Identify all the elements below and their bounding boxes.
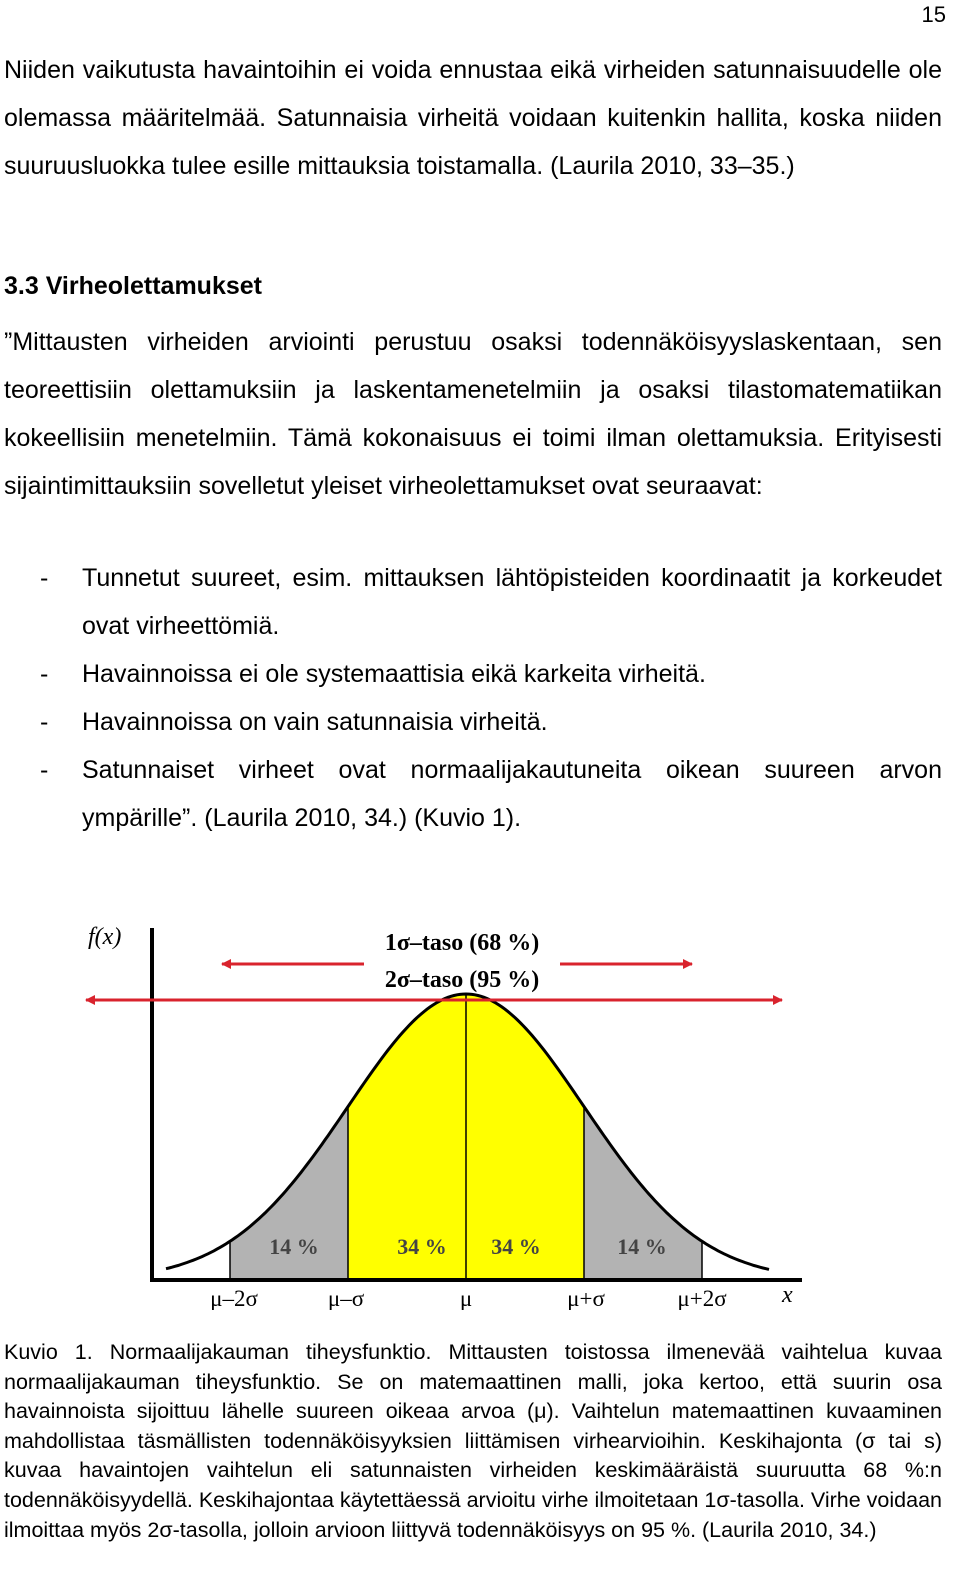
caption-label: Kuvio 1. Normaalijakauman tiheysfunktio. xyxy=(4,1340,432,1364)
page-number: 15 xyxy=(921,2,946,27)
normal-distribution-figure xyxy=(82,910,802,1310)
area-label-left-center: 34 % xyxy=(397,1234,447,1259)
list-item-text: Satunnaiset virheet ovat normaalijakautuneita oikean suureen arvon ympärille”. (Laurila 2010, 34.) (Kuvio 1). xyxy=(82,756,942,832)
tick-label-mu: μ xyxy=(459,1286,473,1310)
list-item xyxy=(0,746,942,842)
paragraph-intro: Niiden vaikutusta havaintoihin ei voida ennustaa eikä virheiden satunnaisuudelle ole olemassa määritelmää. Satunnaisia virheitä voidaan kuitenkin hallita, koska niiden suuruusluokka tulee esille mittauksia toistamalla. (Laurila 2010, 33–35.) xyxy=(4,56,942,180)
caption-text: Mittausten toistossa ilmenevää vaihtelua kuvaa normaalijakauman tiheysfunktio. Se on matemaattinen malli, joka kertoo, että suurin osa havainnoista sijoittuu lähelle suureen oikeaa arvoa (μ). Vaihtelun matemaattinen kuvaaminen mahdollistaa täsmällisten todennäköisyyksien liittämisen virhearvioihin. Keskihajonta (σ tai s) kuvaa havaintojen vaihtelun eli satunnaisten virheiden keskimääräistä suuruutta 68 %:n todennäköisyydellä. Keskihajontaa käytettäessä arvioitu virhe ilmoitetaan 1σ-tasolla. Virhe voidaan ilmoittaa myös 2σ-tasolla, jolloin arvioon liittyvä todennäköisyys on 95 %. (Laurila 2010, 34.) xyxy=(4,1340,943,1542)
y-axis-label: f(x) xyxy=(88,924,122,950)
area-label-left-tail: 14 % xyxy=(269,1234,319,1259)
tick-label-mu-minus-2sigma: μ–2σ xyxy=(210,1286,258,1310)
list-item xyxy=(0,698,942,746)
sigma1-label: 1σ–taso (68 %) xyxy=(384,930,540,956)
list-item xyxy=(0,554,942,650)
list-dash: - xyxy=(40,660,49,688)
sigma2-label: 2σ–taso (95 %) xyxy=(384,967,540,993)
list-dash: - xyxy=(40,564,49,592)
list-item-text: Havainnoissa on vain satunnaisia virheitä. xyxy=(82,708,548,736)
tick-label-mu-minus-sigma: μ–σ xyxy=(327,1286,365,1310)
list-item-text: Havainnoissa ei ole systemaattisia eikä karkeita virheitä. xyxy=(82,660,706,688)
paragraph-assumptions: ”Mittausten virheiden arviointi perustuu osaksi todennäköisyyslaskentaan, sen teoreettisiin olettamuksiin ja laskentamenetelmiin ja osaksi tilastomatematiikan kokeellisiin menetelmiin. Tämä kokonaisuus ei toimi ilman olettamuksia. Erityisesti sijaintimittauksiin sovelletut yleiset virheolettamukset ovat seuraavat: xyxy=(4,328,942,500)
area-label-right-center: 34 % xyxy=(491,1234,541,1259)
tick-label-mu-plus-sigma: μ+σ xyxy=(567,1286,605,1310)
area-label-right-tail: 14 % xyxy=(617,1234,667,1259)
list-item xyxy=(0,650,942,698)
assumption-list xyxy=(0,554,942,842)
tick-label-mu-plus-2sigma: μ+2σ xyxy=(677,1286,727,1310)
list-dash: - xyxy=(40,756,49,784)
list-dash: - xyxy=(40,708,49,736)
figure-caption xyxy=(4,1338,942,1545)
list-item-text: Tunnetut suureet, esim. mittauksen lähtöpisteiden koordinaatit ja korkeudet ovat virheettömiä. xyxy=(82,564,942,640)
section-heading: 3.3 Virheolettamukset xyxy=(4,272,262,300)
x-axis-label: x xyxy=(782,1282,793,1308)
